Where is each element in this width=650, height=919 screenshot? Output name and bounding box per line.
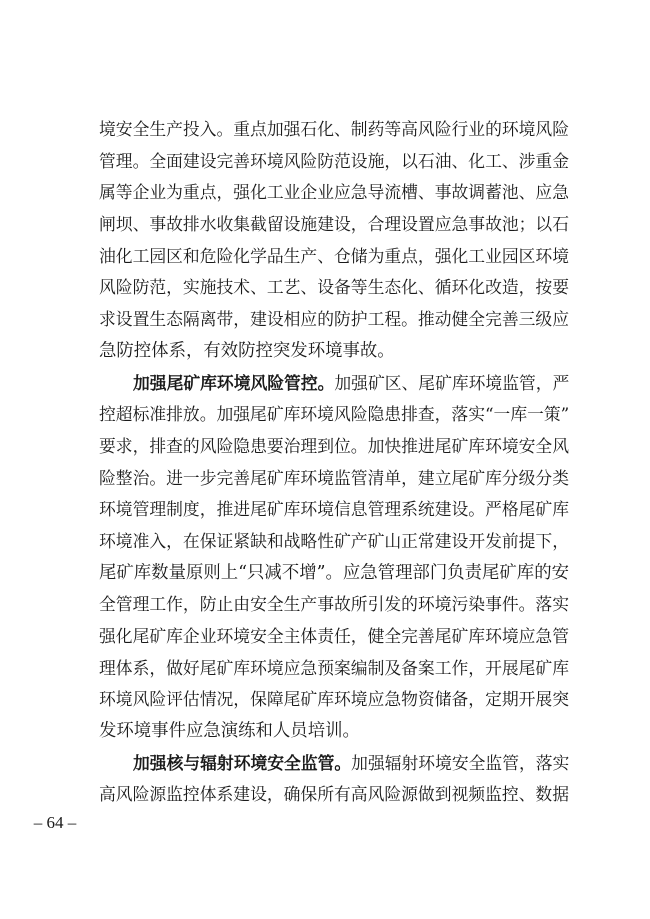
section-heading: 加强尾矿库环境风险管控。 (133, 372, 335, 393)
text-line: 控超标准排放。加强尾矿库环境风险隐患排查，落实“一库一策” (99, 404, 570, 425)
text-line: 尾矿库数量原则上“只减不增”。应急管理部门负责尾矿库的安 (99, 562, 569, 583)
text-line: 高风险源监控体系建设，确保所有高风险源做到视频监控、数据 (99, 784, 569, 805)
text-line: 环境风险评估情况，保障尾矿库环境应急物资储备，定期开展突 (99, 689, 569, 710)
text-line: 求设置生态隔离带，建设相应的防护工程。推动健全完善三级应 (99, 309, 569, 330)
text-line: 理体系，做好尾矿库环境应急预案编制及备案工作，开展尾矿库 (99, 657, 569, 678)
text-line: 环境管理制度，推进尾矿库环境信息管理系统建设。严格尾矿库 (99, 499, 569, 520)
text-line: 急防控体系，有效防控突发环境事故。 (99, 340, 395, 361)
section-heading: 加强核与辐射环境安全监管。 (133, 752, 352, 773)
text-line: 风险防范，实施技术、工艺、设备等生态化、循环化改造，按要 (99, 277, 569, 298)
text-line: 强化尾矿库企业环境安全主体责任，健全完善尾矿库环境应急管 (99, 626, 569, 646)
text-span: 加强矿区、尾矿库环境监管，严 (334, 372, 570, 393)
page-number-text: – 64 – (33, 813, 77, 832)
text-line: 全管理工作，防止由安全生产事故所引发的环境污染事件。落实 (99, 594, 569, 615)
text-line: 要求，排查的风险隐患要治理到位。加快推进尾矿库环境安全风 (99, 435, 569, 456)
text-line: 闸坝、事故排水收集截留设施建设，合理设置应急事故池；以石 (99, 214, 569, 235)
text-span: 加强辐射环境安全监管，落实 (351, 752, 570, 773)
text-line: 发环境事件应急演练和人员培训。 (99, 721, 360, 742)
text-line: 境安全生产投入。重点加强石化、制药等高风险行业的环境风险 (99, 119, 569, 139)
text-line: 环境准入，在保证紧缺和战略性矿产矿山正常建设开发前提下， (99, 530, 569, 551)
text-line: 属等企业为重点，强化工业企业应急导流槽、事故调蓄池、应急 (99, 182, 569, 203)
body-text (99, 114, 569, 811)
text-line: 管理。全面建设完善环境风险防范设施，以石油、化工、涉重金 (99, 150, 569, 171)
paragraph-first-line (99, 368, 569, 400)
page-number (0, 813, 650, 833)
paragraph-first-line (99, 748, 569, 780)
text-line: 油化工园区和危险化学品生产、仓储为重点，强化工业园区环境 (99, 245, 569, 266)
text-line: 险整治。进一步完善尾矿库环境监管清单，建立尾矿库分级分类 (99, 467, 569, 488)
